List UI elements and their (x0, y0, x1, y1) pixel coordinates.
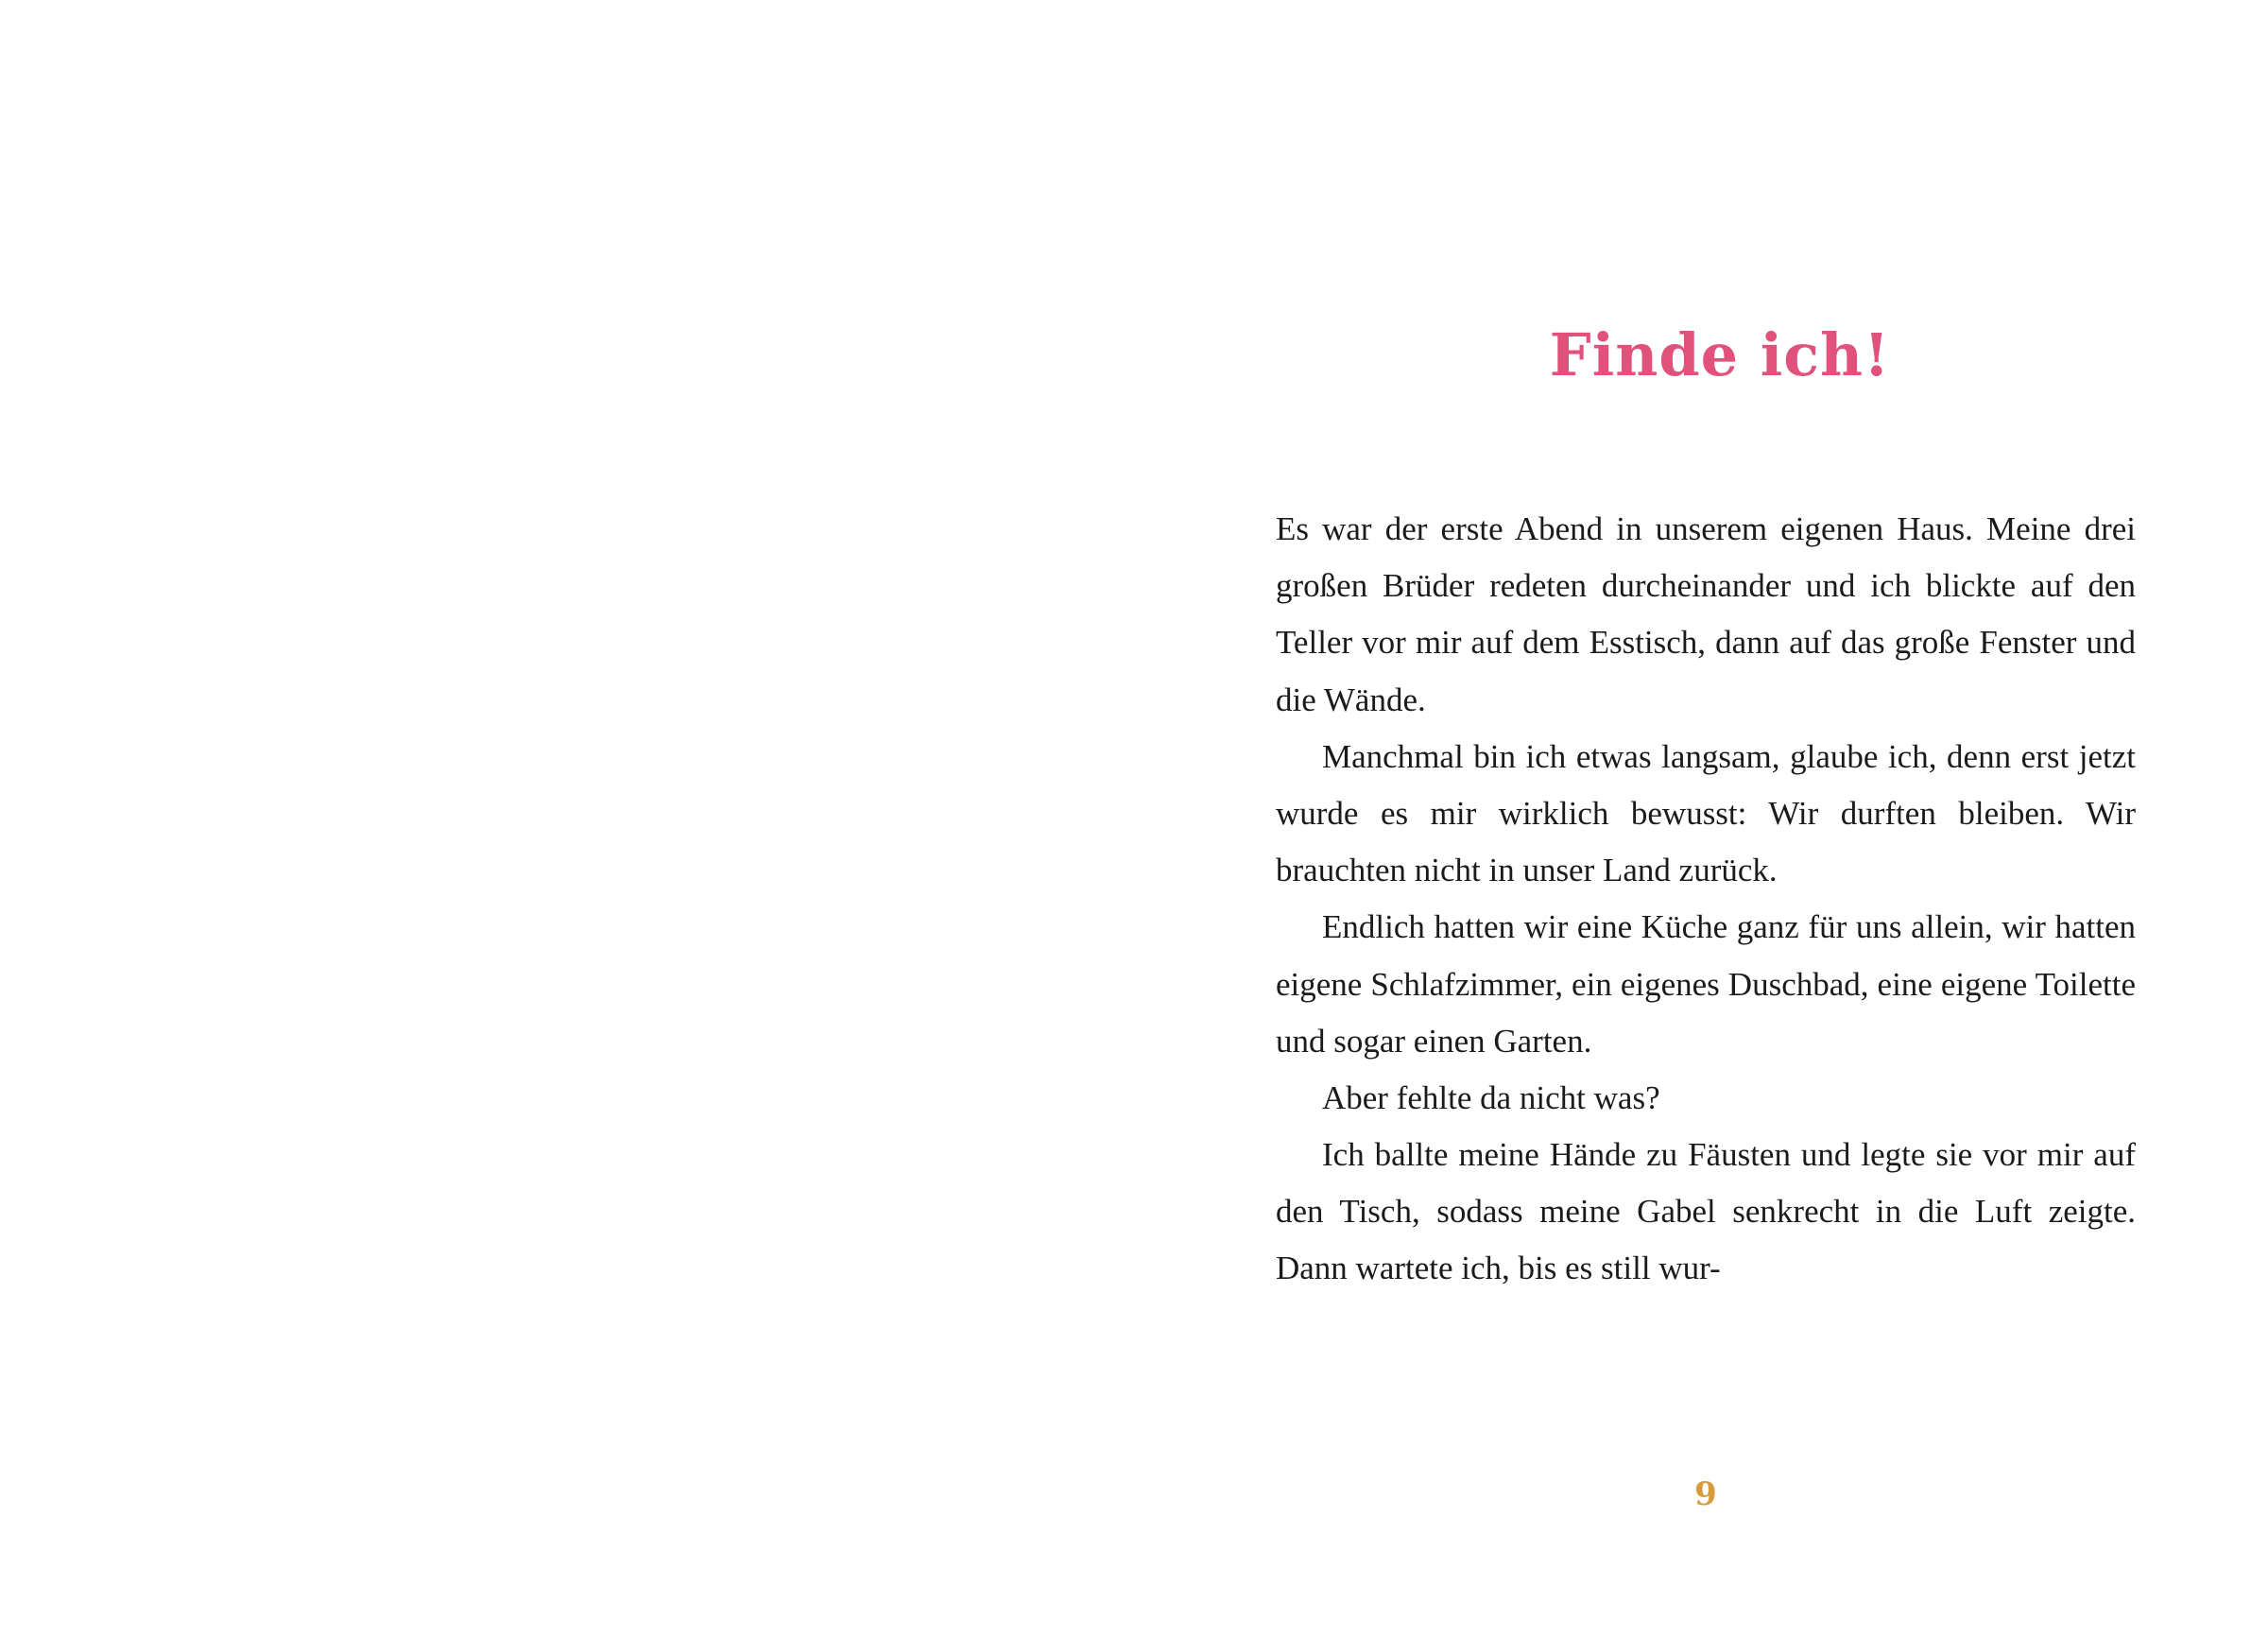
paragraph: Ich ballte meine Hände zu Fäusten und legte sie vor mir auf den Tisch, sodass meine Gabel senkrecht in die Luft zeigte. Dann wartete ich, bis es still wur- (1276, 1136, 2136, 1287)
page-number: 9 (1694, 1475, 1717, 1513)
body-text (1276, 501, 2136, 1298)
paragraph: Aber fehlte da nicht was? (1322, 1078, 1660, 1116)
paragraph: Endlich hatten wir eine Küche ganz für uns allein, wir hatten eigene Schlafzimmer, ein eigenes Duschbad, eine eigene Toilette und sogar einen Garten. (1276, 908, 2136, 1060)
paragraph: Es war der erste Abend in unserem eigenen Haus. Meine drei großen Brüder redeten durcheinander und ich blickte auf den Teller vor mir auf dem Esstisch, dann auf das große Fenster und die Wände. (1276, 510, 2136, 718)
chapter-title: Finde ich! (1549, 319, 1891, 389)
right-page (1134, 0, 2268, 1638)
paragraph: Manchmal bin ich etwas langsam, glaube ich, denn erst jetzt wurde es mir wirklich bewusst: Wir durften bleiben. Wir brauchten nicht in unser Land zurück. (1276, 737, 2136, 889)
